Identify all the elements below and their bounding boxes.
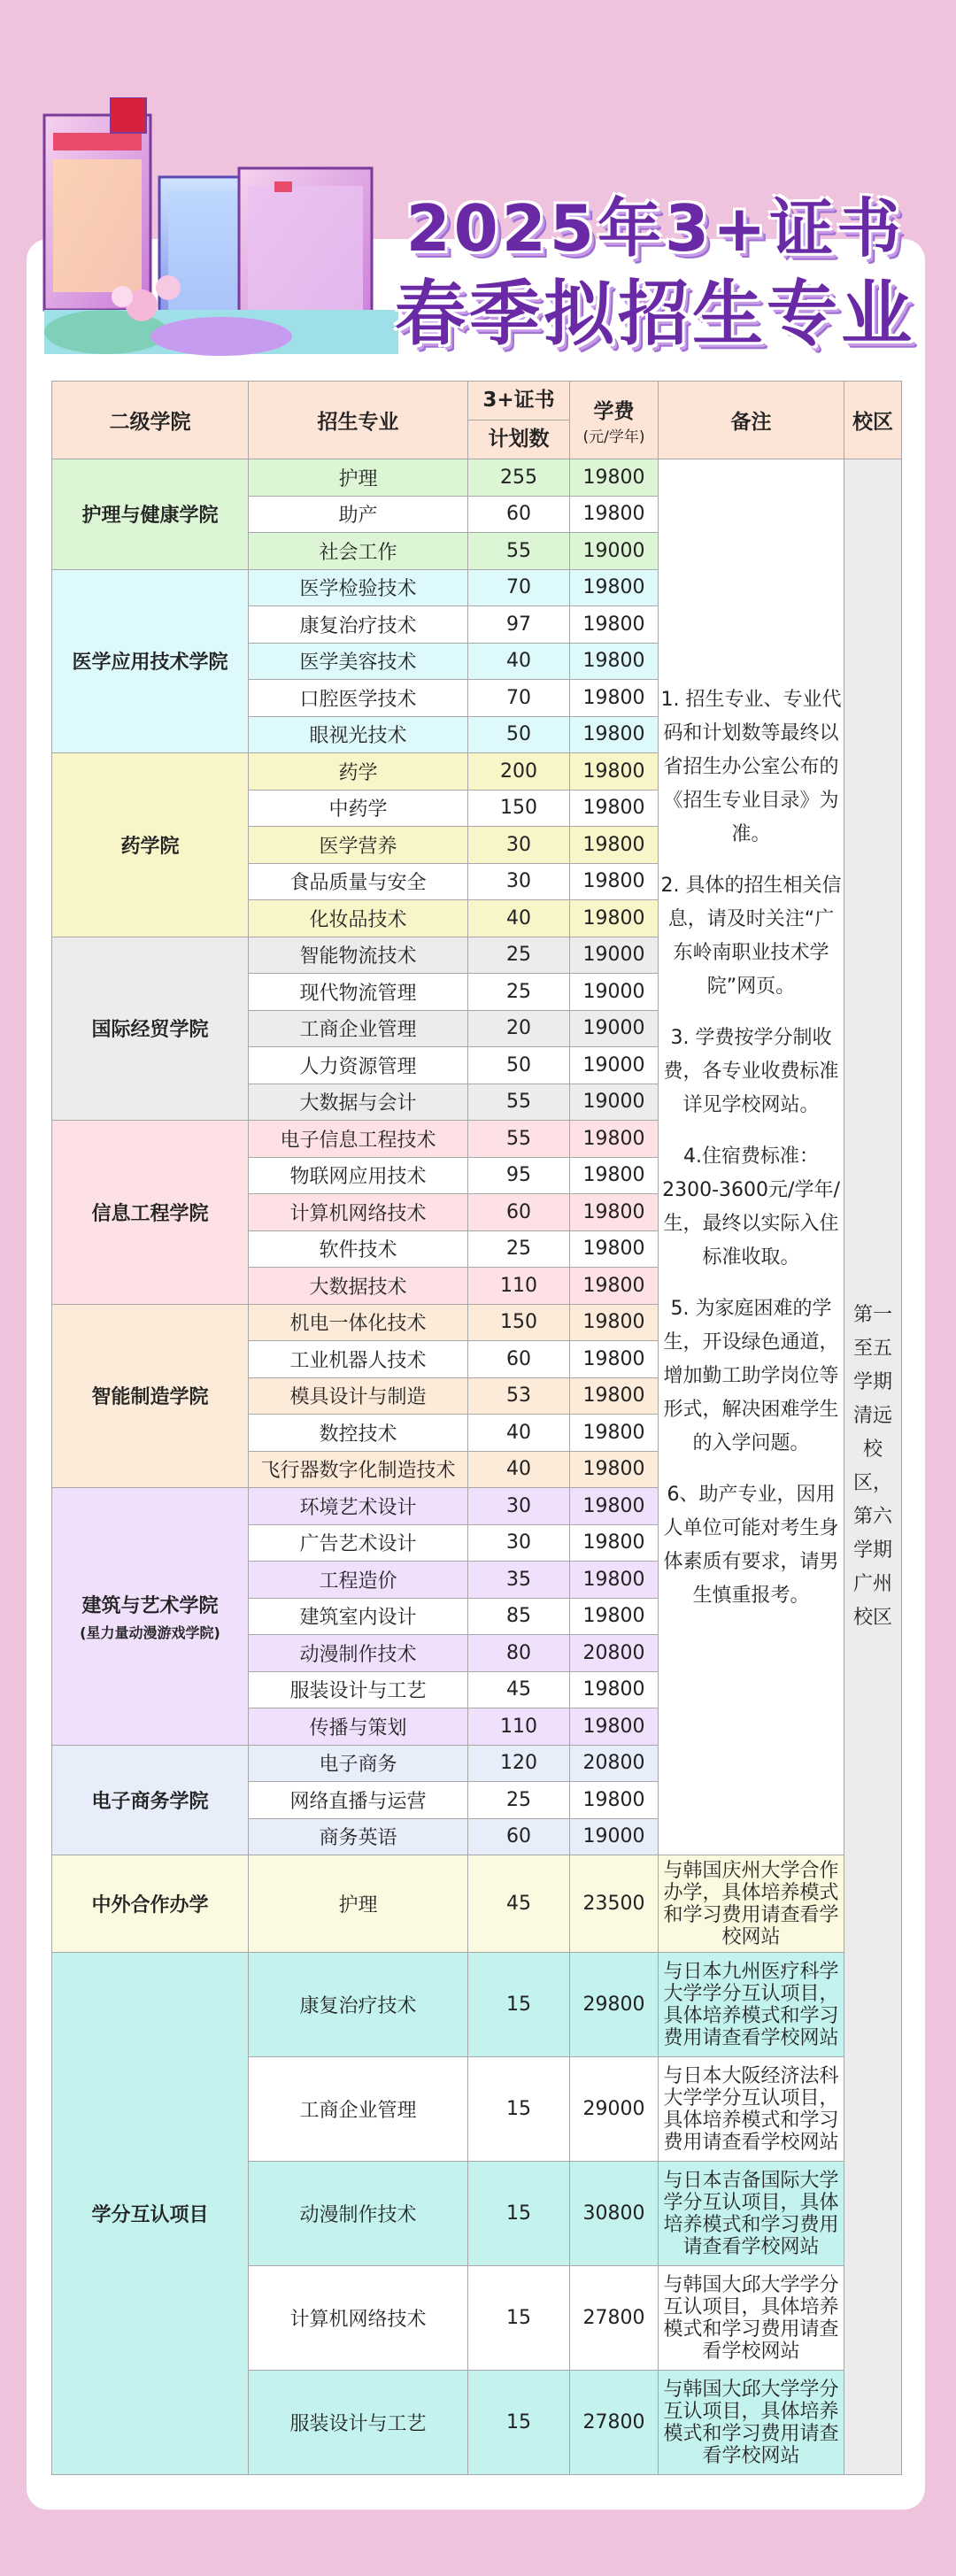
fee-cell: 19800 [570, 1708, 659, 1746]
remark-cell: 与日本吉备国际大学学分互认项目，具体培养模式和学习费用请查看学校网站 [659, 2162, 844, 2266]
plan-cell: 30 [468, 863, 570, 900]
fee-cell: 19000 [570, 1818, 659, 1855]
note-4: 4.住宿费标准：2300-3600元/学年/生，最终以实际入住标准收取。 [662, 1145, 840, 1269]
college-cell: 智能制造学院 [52, 1304, 249, 1488]
major-cell: 物联网应用技术 [249, 1157, 468, 1194]
fee-cell: 19800 [570, 1268, 659, 1305]
plan-cell: 55 [468, 533, 570, 570]
fee-cell: 19800 [570, 1488, 659, 1525]
header-fee-unit: (元/学年) [582, 428, 645, 446]
major-cell: 智能物流技术 [249, 937, 468, 974]
fee-cell: 19000 [570, 1047, 659, 1084]
college-cell: 中外合作办学 [52, 1855, 249, 1953]
remark-cell: 与韩国大邱大学学分互认项目，具体培养模式和学习费用请查看学校网站 [659, 2266, 844, 2371]
major-cell: 工商企业管理 [249, 1010, 468, 1047]
fee-cell: 19800 [570, 900, 659, 937]
major-cell: 眼视光技术 [249, 716, 468, 753]
major-cell: 计算机网络技术 [249, 2266, 468, 2371]
fee-cell: 20800 [570, 1635, 659, 1672]
fee-cell: 19800 [570, 459, 659, 497]
plan-cell: 255 [468, 459, 570, 497]
major-cell: 康复治疗技术 [249, 606, 468, 644]
major-cell: 医学检验技术 [249, 569, 468, 606]
fee-cell: 19800 [570, 863, 659, 900]
fee-cell: 19800 [570, 1598, 659, 1635]
major-cell: 医学营养 [249, 827, 468, 864]
plan-cell: 150 [468, 790, 570, 827]
plan-cell: 25 [468, 1782, 570, 1819]
plan-cell: 40 [468, 1415, 570, 1452]
plan-cell: 55 [468, 1121, 570, 1158]
major-cell: 网络直播与运营 [249, 1782, 468, 1819]
college-cell: 药学院 [52, 753, 249, 937]
plan-cell: 15 [468, 2266, 570, 2371]
plan-cell: 120 [468, 1745, 570, 1782]
college-subname: (星力量动漫游戏学院) [80, 1623, 220, 1641]
plan-cell: 110 [468, 1708, 570, 1746]
header-fee [570, 382, 659, 459]
major-cell: 建筑室内设计 [249, 1598, 468, 1635]
header-college: 二级学院 [52, 382, 249, 459]
plan-cell: 53 [468, 1377, 570, 1415]
fee-cell: 29800 [570, 1953, 659, 2057]
major-cell: 数控技术 [249, 1415, 468, 1452]
plan-cell: 25 [468, 937, 570, 974]
fee-cell: 19000 [570, 937, 659, 974]
campus-cell: 第一至五学期清远校区，第六学期广州校区 [844, 459, 902, 2475]
plan-cell: 60 [468, 1341, 570, 1378]
major-cell: 环境艺术设计 [249, 1488, 468, 1525]
plan-cell: 45 [468, 1855, 570, 1953]
remark-cell: 与韩国庆州大学合作办学，具体培养模式和学习费用请查看学校网站 [659, 1855, 844, 1953]
major-cell: 商务英语 [249, 1818, 468, 1855]
plan-cell: 30 [468, 1488, 570, 1525]
plan-cell: 25 [468, 1230, 570, 1268]
table-row [52, 1855, 902, 1953]
fee-cell: 19000 [570, 1010, 659, 1047]
fee-cell: 19800 [570, 1415, 659, 1452]
fee-cell: 19800 [570, 680, 659, 717]
fee-cell: 19800 [570, 643, 659, 680]
major-cell: 药学 [249, 753, 468, 791]
fee-cell: 29000 [570, 2057, 659, 2162]
major-cell: 医学美容技术 [249, 643, 468, 680]
college-cell [52, 1488, 249, 1746]
enrollment-table [51, 381, 902, 2475]
plan-cell: 80 [468, 1635, 570, 1672]
fee-cell: 19800 [570, 1341, 659, 1378]
major-cell: 护理 [249, 459, 468, 497]
plan-cell: 60 [468, 1194, 570, 1231]
plan-cell: 15 [468, 2057, 570, 2162]
fee-cell: 19800 [570, 1377, 659, 1415]
major-cell: 口腔医学技术 [249, 680, 468, 717]
header-campus: 校区 [844, 382, 902, 459]
major-cell: 工业机器人技术 [249, 1341, 468, 1378]
remark-cell: 与日本大阪经济法科大学学分互认项目，具体培养模式和学习费用请查看学校网站 [659, 2057, 844, 2162]
table-row [52, 1953, 902, 2057]
major-cell: 工商企业管理 [249, 2057, 468, 2162]
plan-cell: 25 [468, 974, 570, 1011]
fee-cell: 19800 [570, 606, 659, 644]
major-cell: 中药学 [249, 790, 468, 827]
plan-cell: 60 [468, 1818, 570, 1855]
college-cell: 国际经贸学院 [52, 937, 249, 1121]
header-banner [0, 0, 956, 381]
major-cell: 计算机网络技术 [249, 1194, 468, 1231]
plan-cell: 35 [468, 1562, 570, 1599]
plan-cell: 70 [468, 680, 570, 717]
title-year: 2025年3+证书 [405, 191, 905, 266]
major-cell: 机电一体化技术 [249, 1304, 468, 1341]
note-6: 6、助产专业，因用人单位可能对考生身体素质有要求，请男生慎重报考。 [663, 1484, 839, 1607]
major-cell: 服装设计与工艺 [249, 1671, 468, 1708]
plan-cell: 110 [468, 1268, 570, 1305]
major-cell: 康复治疗技术 [249, 1953, 468, 2057]
note-1: 1. 招生专业、专业代码和计划数等最终以省招生办公室公布的《招生专业目录》为准。 [660, 689, 842, 845]
fee-cell: 27800 [570, 2371, 659, 2475]
note-3: 3. 学费按学分制收费，各专业收费标准详见学校网站。 [663, 1027, 839, 1116]
fee-cell: 19800 [570, 1562, 659, 1599]
major-cell: 动漫制作技术 [249, 2162, 468, 2266]
fee-cell: 19000 [570, 1084, 659, 1121]
table-body [52, 459, 902, 2475]
fee-cell: 19800 [570, 790, 659, 827]
plan-cell: 20 [468, 1010, 570, 1047]
plan-cell: 15 [468, 2162, 570, 2266]
college-cell: 医学应用技术学院 [52, 569, 249, 753]
fee-cell: 19800 [570, 827, 659, 864]
major-cell: 动漫制作技术 [249, 1635, 468, 1672]
note-5: 5. 为家庭困难的学生，开设绿色通道，增加勤工助学岗位等形式，解决困难学生的入学问题。 [663, 1298, 839, 1454]
major-cell: 电子商务 [249, 1745, 468, 1782]
fee-cell: 19800 [570, 1304, 659, 1341]
major-cell: 护理 [249, 1855, 468, 1953]
plan-cell: 40 [468, 643, 570, 680]
fee-cell: 19800 [570, 1671, 659, 1708]
major-cell: 传播与策划 [249, 1708, 468, 1746]
plan-cell: 97 [468, 606, 570, 644]
college-cell: 护理与健康学院 [52, 459, 249, 570]
major-cell: 社会工作 [249, 533, 468, 570]
plan-cell: 85 [468, 1598, 570, 1635]
plan-cell: 50 [468, 1047, 570, 1084]
college-cell: 学分互认项目 [52, 1953, 249, 2475]
major-cell: 现代物流管理 [249, 974, 468, 1011]
plan-cell: 15 [468, 1953, 570, 2057]
header-plan [468, 382, 570, 459]
header-plan-bottom: 计划数 [468, 420, 569, 459]
major-cell: 人力资源管理 [249, 1047, 468, 1084]
header-fee-label: 学费 [593, 399, 635, 423]
fee-cell: 19000 [570, 533, 659, 570]
college-cell: 信息工程学院 [52, 1121, 249, 1305]
major-cell: 软件技术 [249, 1230, 468, 1268]
fee-cell: 19800 [570, 1194, 659, 1231]
plan-cell: 200 [468, 753, 570, 791]
college-cell: 电子商务学院 [52, 1745, 249, 1855]
remark-cell: 与日本九州医疗科学大学学分互认项目，具体培养模式和学习费用请查看学校网站 [659, 1953, 844, 2057]
major-cell: 飞行器数字化制造技术 [249, 1451, 468, 1488]
remark-cell: 与韩国大邱大学学分互认项目，具体培养模式和学习费用请查看学校网站 [659, 2371, 844, 2475]
fee-cell: 20800 [570, 1745, 659, 1782]
plan-cell: 15 [468, 2371, 570, 2475]
plan-cell: 30 [468, 1524, 570, 1562]
note-2: 2. 具体的招生相关信息，请及时关注“广东岭南职业技术学院”网页。 [660, 875, 842, 998]
major-cell: 广告艺术设计 [249, 1524, 468, 1562]
plan-cell: 55 [468, 1084, 570, 1121]
plan-cell: 70 [468, 569, 570, 606]
major-cell: 大数据技术 [249, 1268, 468, 1305]
plan-cell: 40 [468, 900, 570, 937]
fee-cell: 30800 [570, 2162, 659, 2266]
major-cell: 服装设计与工艺 [249, 2371, 468, 2475]
fee-cell: 19800 [570, 1782, 659, 1819]
fee-cell: 19800 [570, 1157, 659, 1194]
plan-cell: 40 [468, 1451, 570, 1488]
fee-cell: 19800 [570, 1451, 659, 1488]
fee-cell: 19000 [570, 974, 659, 1011]
fee-cell: 19800 [570, 1121, 659, 1158]
fee-cell: 19800 [570, 1524, 659, 1562]
fee-cell: 23500 [570, 1855, 659, 1953]
fee-cell: 19800 [570, 1230, 659, 1268]
notes-cell [659, 459, 844, 1855]
plan-cell: 95 [468, 1157, 570, 1194]
fee-cell: 19800 [570, 496, 659, 533]
major-cell: 模具设计与制造 [249, 1377, 468, 1415]
plan-cell: 50 [468, 716, 570, 753]
table-row [52, 459, 902, 497]
plan-cell: 45 [468, 1671, 570, 1708]
header-plan-top: 3+证书 [482, 389, 555, 412]
fee-cell: 27800 [570, 2266, 659, 2371]
header-remark: 备注 [659, 382, 844, 459]
major-cell: 大数据与会计 [249, 1084, 468, 1121]
header-major: 招生专业 [249, 382, 468, 459]
major-cell: 化妆品技术 [249, 900, 468, 937]
plan-cell: 30 [468, 827, 570, 864]
campus-buildings-illustration [27, 97, 398, 381]
major-cell: 食品质量与安全 [249, 863, 468, 900]
college-name: 建筑与艺术学院 [81, 1594, 219, 1617]
plan-cell: 60 [468, 496, 570, 533]
title-main: 春季拟招生专业 [395, 273, 915, 355]
plan-cell: 150 [468, 1304, 570, 1341]
major-cell: 工程造价 [249, 1562, 468, 1599]
fee-cell: 19800 [570, 569, 659, 606]
major-cell: 电子信息工程技术 [249, 1121, 468, 1158]
fee-cell: 19800 [570, 753, 659, 791]
major-cell: 助产 [249, 496, 468, 533]
fee-cell: 19800 [570, 716, 659, 753]
